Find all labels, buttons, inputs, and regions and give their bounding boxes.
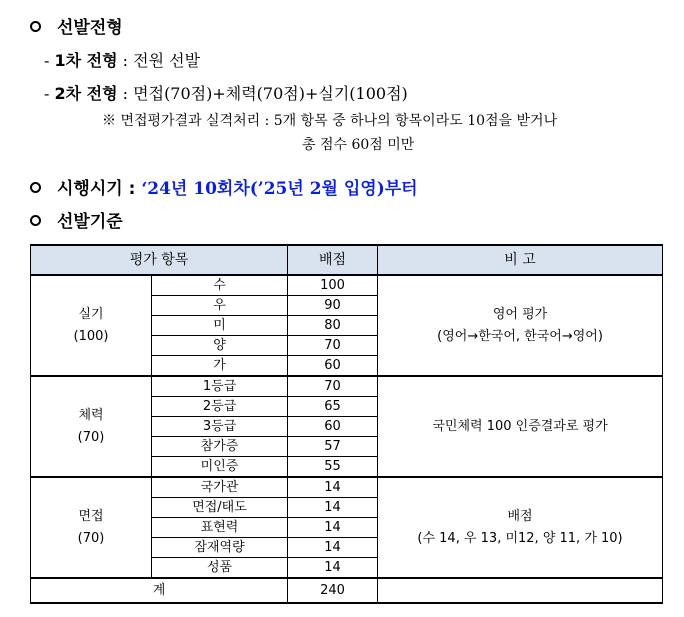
criteria-title: 선발기준 — [57, 212, 123, 232]
grade-cell: 성품 — [152, 558, 288, 579]
score-cell: 60 — [288, 356, 378, 377]
stage2-value: 면접(70점)+체력(70점)+실기(100점) — [133, 84, 408, 103]
remark-cell-practical — [378, 275, 663, 376]
grade-cell: 미인증 — [152, 457, 288, 478]
remark-cell-fitness — [378, 376, 663, 477]
total-score: 240 — [288, 578, 378, 603]
score-cell: 70 — [288, 336, 378, 356]
category-name: 실기 — [78, 306, 104, 322]
stage1-value: 전원 선발 — [133, 51, 201, 70]
score-cell: 70 — [288, 376, 378, 397]
circle-bullet-icon — [30, 182, 41, 193]
score-cell: 100 — [288, 275, 378, 296]
total-remark-empty — [378, 578, 663, 603]
stage2-dash: - — [44, 84, 50, 103]
category-total: (100) — [73, 328, 109, 344]
remark-line: (수 14, 우 13, 미12, 양 11, 가 10) — [417, 530, 623, 546]
category-cell-interview — [31, 477, 152, 578]
table-header-row — [31, 245, 663, 275]
stage1-label: 1차 전형 — [54, 51, 118, 70]
circle-bullet-icon — [30, 215, 41, 226]
category-total: (70) — [77, 429, 105, 445]
score-cell: 60 — [288, 417, 378, 437]
table-row — [31, 376, 663, 397]
selection-title: 선발전형 — [57, 18, 123, 38]
grade-cell: 참가증 — [152, 437, 288, 457]
timing-title: 시행시기 : — [57, 179, 142, 199]
table-row — [31, 477, 663, 498]
grade-cell: 국가관 — [152, 477, 288, 498]
stage2-label: 2차 전형 — [54, 84, 118, 103]
stage1-sep: : — [122, 51, 129, 70]
category-cell-practical — [31, 275, 152, 376]
table-row — [31, 275, 663, 296]
disqualification-note-line2: 총 점수 60점 미만 — [302, 137, 415, 153]
remark-line: 영어 평가 — [492, 306, 548, 322]
score-cell: 14 — [288, 558, 378, 579]
section-heading-timing — [30, 174, 418, 199]
score-cell: 14 — [288, 518, 378, 538]
score-cell: 90 — [288, 296, 378, 316]
grade-cell: 가 — [152, 356, 288, 377]
category-total: (70) — [77, 530, 105, 546]
total-label: 계 — [31, 578, 288, 603]
grade-cell: 미 — [152, 316, 288, 336]
disqualification-note-line1: ※ 면접평가결과 실격처리 : 5개 항목 중 하나의 항목이라도 10점을 받거나 — [102, 113, 558, 129]
remark-cell-interview — [378, 477, 663, 578]
section-heading-selection — [30, 13, 123, 38]
stage1-dash: - — [44, 51, 50, 70]
remark-line: 배점 — [507, 508, 533, 524]
grade-cell: 3등급 — [152, 417, 288, 437]
category-name: 체력 — [78, 407, 104, 423]
stage2-line — [44, 81, 408, 104]
remark-line: (영어→한국어, 한국어→영어) — [437, 328, 603, 344]
grade-cell: 면접/태도 — [152, 498, 288, 518]
remark-line: 국민체력 100 인증결과로 평가 — [432, 418, 608, 434]
score-cell: 80 — [288, 316, 378, 336]
header-score: 배점 — [288, 245, 378, 275]
grade-cell: 우 — [152, 296, 288, 316]
grade-cell: 잠재역량 — [152, 538, 288, 558]
stage1-line — [44, 48, 200, 71]
grade-cell: 1등급 — [152, 376, 288, 397]
score-cell: 14 — [288, 498, 378, 518]
score-cell: 14 — [288, 538, 378, 558]
circle-bullet-icon — [30, 21, 41, 32]
grade-cell: 2등급 — [152, 397, 288, 417]
category-name: 면접 — [78, 508, 104, 524]
header-item: 평가 항목 — [31, 245, 288, 275]
grade-cell: 표현력 — [152, 518, 288, 538]
total-row — [31, 578, 663, 603]
section-heading-criteria — [30, 207, 123, 232]
criteria-table — [30, 244, 663, 604]
grade-cell: 수 — [152, 275, 288, 296]
grade-cell: 양 — [152, 336, 288, 356]
score-cell: 55 — [288, 457, 378, 478]
score-cell: 14 — [288, 477, 378, 498]
score-cell: 57 — [288, 437, 378, 457]
stage2-sep: : — [122, 84, 129, 103]
category-cell-fitness — [31, 376, 152, 477]
score-cell: 65 — [288, 397, 378, 417]
header-remark: 비 고 — [378, 245, 663, 275]
timing-value: ‘24년 10회차(’25년 2월 입영)부터 — [141, 179, 418, 199]
